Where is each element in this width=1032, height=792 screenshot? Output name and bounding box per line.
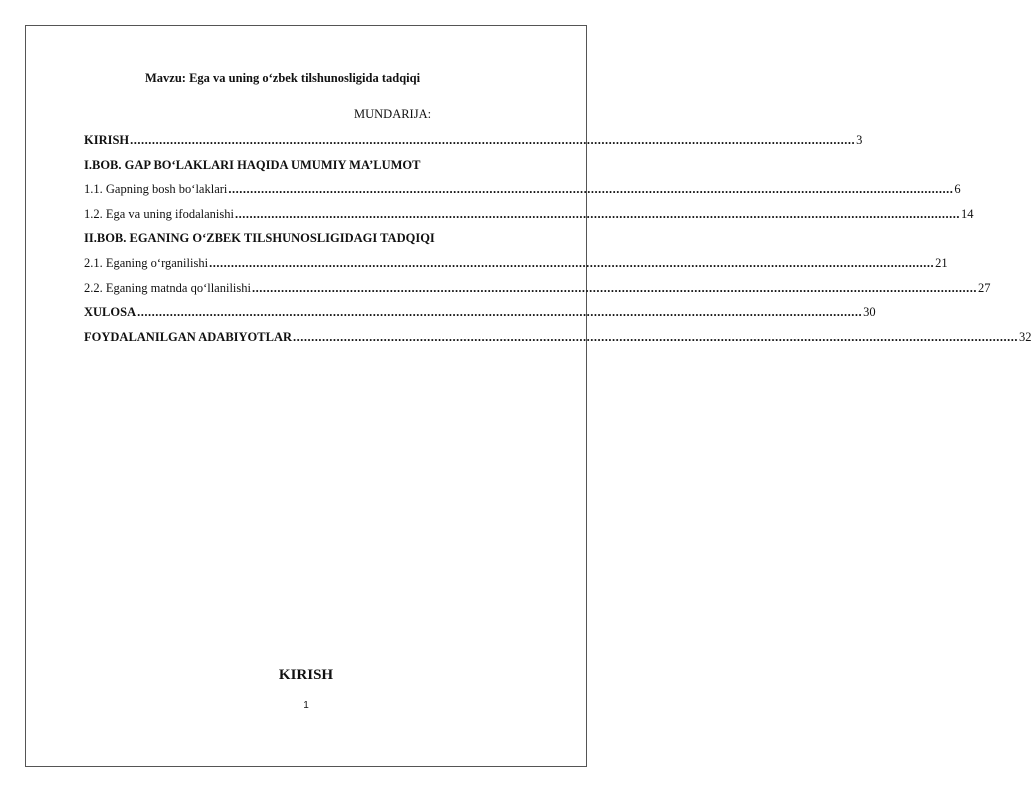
toc-entry-label: 1.1. Gapning bosh bo‘laklari <box>84 182 228 197</box>
toc-entry[interactable] <box>84 206 974 232</box>
toc-entry[interactable] <box>84 305 876 330</box>
toc-dot-leader: ........................................................................................................................................................................................................ <box>137 305 863 320</box>
toc-entry[interactable] <box>84 158 570 183</box>
toc-entry-label: 2.1. Eganing o‘rganilishi <box>84 255 209 270</box>
toc-entry[interactable] <box>84 255 948 281</box>
toc-dot-leader: ........................................................................................................................................................................................................ <box>293 329 1019 344</box>
document-topic: Mavzu: Ega va uning o‘zbek tilshunosligida tadqiqi <box>145 71 421 85</box>
toc-entry[interactable] <box>84 182 961 207</box>
toc-entry-page: 21 <box>935 255 948 270</box>
toc-entry-label: KIRISH <box>84 133 130 147</box>
toc-entry-label: 1.2. Ega va uning ifodalanishi <box>84 206 234 221</box>
toc-entry[interactable] <box>84 231 570 256</box>
toc-dot-leader: ........................................................................................................................................................................................................ <box>252 280 977 295</box>
toc-entry-page: 27 <box>978 280 991 295</box>
toc-entry-label: FOYDALANILGAN ADABIYOTLAR <box>84 329 293 344</box>
toc-entry-page: 30 <box>863 305 876 320</box>
toc-entry-page: 32 <box>1019 329 1032 344</box>
toc-dot-leader: ........................................................................................................................................................................................................ <box>228 182 954 197</box>
toc-heading: MUNDARIJA: <box>354 107 432 121</box>
toc-entry[interactable] <box>84 329 1032 355</box>
toc-entry[interactable] <box>84 133 863 158</box>
section-title: KIRISH <box>278 667 334 683</box>
toc-entry-label: I.BOB. GAP BO‘LAKLARI HAQIDA UMUMIY MA’LUMOT <box>84 157 421 172</box>
toc-entry[interactable] <box>84 280 991 306</box>
table-of-contents <box>84 133 1032 354</box>
toc-dot-leader: ........................................................................................................................................................................................................ <box>234 206 960 221</box>
toc-dot-leader: ........................................................................................................................................................................................................ <box>130 133 856 147</box>
toc-entry-label: II.BOB. EGANING O‘ZBEK TILSHUNOSLIGIDAGI TADQIQI <box>84 231 435 246</box>
toc-entry-label: XULOSA <box>84 305 137 320</box>
toc-entry-page: 6 <box>954 182 961 197</box>
toc-entry-label: 2.2. Eganing matnda qo‘llanilishi <box>84 280 251 295</box>
toc-entry-page: 3 <box>856 133 863 147</box>
toc-dot-leader: ........................................................................................................................................................................................................ <box>209 255 935 270</box>
toc-entry-page: 14 <box>960 206 974 221</box>
page-number: 1 <box>303 700 309 711</box>
